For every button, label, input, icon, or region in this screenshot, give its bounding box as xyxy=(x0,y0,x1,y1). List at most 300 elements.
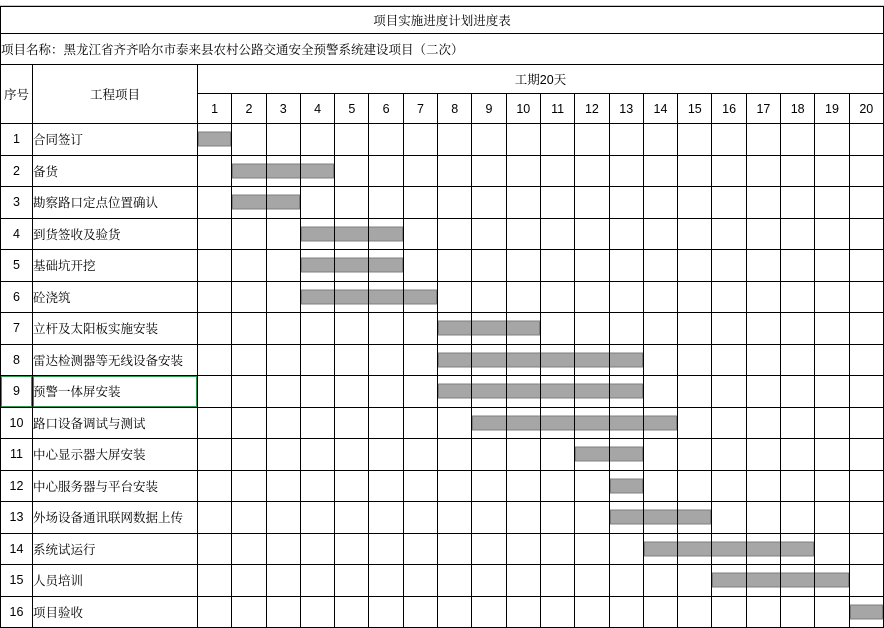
gantt-cell xyxy=(540,155,574,187)
gantt-bar-segment xyxy=(301,163,334,178)
gantt-cell xyxy=(335,565,369,597)
gantt-cell xyxy=(266,407,300,439)
gantt-cell xyxy=(300,187,334,219)
gantt-bar-segment xyxy=(472,321,505,336)
gantt-cell xyxy=(609,596,643,628)
gantt-cell xyxy=(678,218,712,250)
gantt-cell xyxy=(781,565,815,597)
gantt-cell xyxy=(746,281,780,313)
gantt-cell xyxy=(746,344,780,376)
gantt-cell xyxy=(849,187,883,219)
task-seq: 5 xyxy=(1,250,33,282)
gantt-bar-segment xyxy=(369,289,402,304)
gantt-cell xyxy=(609,344,643,376)
day-header-cell: 9 xyxy=(472,94,506,124)
project-name: 项目名称：黑龙江省齐齐哈尔市泰来县农村公路交通安全预警系统建设项目（二次） xyxy=(1,34,884,65)
gantt-bar-segment xyxy=(507,352,540,367)
gantt-cell xyxy=(403,250,437,282)
task-name: 立杆及太阳板实施安装 xyxy=(33,313,198,345)
gantt-cell xyxy=(575,596,609,628)
gantt-bar-segment xyxy=(438,384,471,399)
gantt-cell xyxy=(815,470,849,502)
gantt-cell xyxy=(815,344,849,376)
table-row[interactable] xyxy=(1,155,884,187)
gantt-cell xyxy=(540,470,574,502)
task-name: 雷达检测器等无线设备安装 xyxy=(33,344,198,376)
task-seq: 11 xyxy=(1,439,33,471)
gantt-cell xyxy=(575,376,609,408)
table-row[interactable] xyxy=(1,565,884,597)
header-item: 工程项目 xyxy=(33,65,198,124)
gantt-cell xyxy=(232,407,266,439)
gantt-cell xyxy=(266,281,300,313)
gantt-cell xyxy=(712,470,746,502)
task-name: 到货签收及验货 xyxy=(33,218,198,250)
gantt-cell xyxy=(232,187,266,219)
gantt-cell xyxy=(198,218,232,250)
gantt-cell xyxy=(746,407,780,439)
gantt-bar-segment xyxy=(335,289,368,304)
task-seq: 1 xyxy=(1,124,33,156)
day-header-cell: 5 xyxy=(335,94,369,124)
gantt-cell xyxy=(198,470,232,502)
gantt-cell xyxy=(575,313,609,345)
gantt-cell xyxy=(815,533,849,565)
gantt-cell xyxy=(746,439,780,471)
gantt-cell xyxy=(815,281,849,313)
gantt-cell xyxy=(198,407,232,439)
gantt-cell xyxy=(849,439,883,471)
gantt-cell xyxy=(540,313,574,345)
gantt-cell xyxy=(575,407,609,439)
gantt-cell xyxy=(472,344,506,376)
gantt-cell xyxy=(609,407,643,439)
gantt-cell xyxy=(643,187,677,219)
task-rows xyxy=(1,124,884,628)
gantt-bar-segment xyxy=(267,163,300,178)
gantt-cell xyxy=(300,439,334,471)
gantt-cell xyxy=(472,533,506,565)
gantt-cell xyxy=(198,313,232,345)
day-header-cell: 11 xyxy=(540,94,574,124)
day-header-cell: 1 xyxy=(198,94,232,124)
gantt-cell xyxy=(609,470,643,502)
table-row[interactable] xyxy=(1,439,884,471)
gantt-bar-segment xyxy=(472,384,505,399)
gantt-cell xyxy=(369,218,403,250)
page-title: 项目实施进度计划进度表 xyxy=(1,7,884,34)
gantt-cell xyxy=(335,187,369,219)
gantt-cell xyxy=(815,502,849,534)
gantt-bar-segment xyxy=(438,321,471,336)
gantt-cell xyxy=(849,124,883,156)
table-row[interactable] xyxy=(1,502,884,534)
gantt-cell xyxy=(198,439,232,471)
gantt-cell xyxy=(266,596,300,628)
gantt-bar-segment xyxy=(850,604,883,619)
gantt-cell xyxy=(506,533,540,565)
task-seq: 9 xyxy=(1,376,33,408)
gantt-cell xyxy=(472,187,506,219)
gantt-cell xyxy=(575,502,609,534)
gantt-cell xyxy=(232,250,266,282)
gantt-cell xyxy=(300,124,334,156)
project-row xyxy=(1,34,884,65)
task-name: 砼浇筑 xyxy=(33,281,198,313)
gantt-cell xyxy=(678,533,712,565)
gantt-bar-segment xyxy=(301,258,334,273)
day-header-cell: 17 xyxy=(746,94,780,124)
task-seq: 15 xyxy=(1,565,33,597)
gantt-cell xyxy=(335,596,369,628)
table-row[interactable] xyxy=(1,187,884,219)
gantt-cell xyxy=(472,250,506,282)
task-seq: 12 xyxy=(1,470,33,502)
gantt-bar-segment xyxy=(644,510,677,525)
gantt-cell xyxy=(232,218,266,250)
gantt-cell xyxy=(369,502,403,534)
task-seq: 14 xyxy=(1,533,33,565)
gantt-cell xyxy=(506,155,540,187)
gantt-cell xyxy=(438,124,472,156)
gantt-cell xyxy=(335,344,369,376)
gantt-bar-segment xyxy=(575,384,608,399)
gantt-bar-segment xyxy=(198,132,231,147)
table-row[interactable] xyxy=(1,218,884,250)
gantt-cell xyxy=(506,124,540,156)
task-name: 基础坑开挖 xyxy=(33,250,198,282)
task-seq: 10 xyxy=(1,407,33,439)
gantt-cell xyxy=(712,502,746,534)
gantt-cell xyxy=(335,218,369,250)
gantt-cell xyxy=(403,407,437,439)
task-seq: 8 xyxy=(1,344,33,376)
title-row xyxy=(1,7,884,34)
gantt-cell xyxy=(575,470,609,502)
gantt-cell xyxy=(403,439,437,471)
gantt-cell xyxy=(540,376,574,408)
gantt-cell xyxy=(300,313,334,345)
task-seq: 7 xyxy=(1,313,33,345)
gantt-bar-segment xyxy=(232,163,265,178)
gantt-bar-segment xyxy=(335,226,368,241)
gantt-cell xyxy=(540,187,574,219)
gantt-cell xyxy=(403,187,437,219)
gantt-cell xyxy=(369,533,403,565)
gantt-cell xyxy=(438,533,472,565)
gantt-cell xyxy=(712,565,746,597)
gantt-bar-segment xyxy=(541,352,574,367)
gantt-cell xyxy=(575,155,609,187)
gantt-cell xyxy=(472,124,506,156)
gantt-bar-segment xyxy=(472,352,505,367)
task-name: 项目验收 xyxy=(33,596,198,628)
table-row[interactable] xyxy=(1,407,884,439)
day-header-cell: 14 xyxy=(643,94,677,124)
gantt-cell xyxy=(403,502,437,534)
gantt-cell xyxy=(472,565,506,597)
gantt-cell xyxy=(712,344,746,376)
gantt-cell xyxy=(609,281,643,313)
gantt-cell xyxy=(849,376,883,408)
header-seq: 序号 xyxy=(1,65,33,124)
gantt-cell xyxy=(472,155,506,187)
gantt-cell xyxy=(335,313,369,345)
gantt-cell xyxy=(300,155,334,187)
gantt-cell xyxy=(678,281,712,313)
gantt-cell xyxy=(438,439,472,471)
gantt-cell xyxy=(540,565,574,597)
gantt-cell xyxy=(678,470,712,502)
gantt-cell xyxy=(232,313,266,345)
gantt-cell xyxy=(781,344,815,376)
gantt-cell xyxy=(403,533,437,565)
gantt-cell xyxy=(438,218,472,250)
gantt-cell xyxy=(403,218,437,250)
gantt-cell xyxy=(232,470,266,502)
table-row[interactable] xyxy=(1,281,884,313)
gantt-cell xyxy=(678,155,712,187)
gantt-cell xyxy=(609,187,643,219)
gantt-bar-segment xyxy=(575,447,608,462)
gantt-cell xyxy=(300,533,334,565)
task-seq: 13 xyxy=(1,502,33,534)
gantt-cell xyxy=(300,470,334,502)
gantt-cell xyxy=(232,596,266,628)
gantt-cell xyxy=(369,187,403,219)
gantt-cell xyxy=(472,439,506,471)
day-header-cell: 18 xyxy=(781,94,815,124)
gantt-cell xyxy=(369,565,403,597)
day-header-cell: 8 xyxy=(438,94,472,124)
task-name: 勘察路口定点位置确认 xyxy=(33,187,198,219)
gantt-cell xyxy=(815,439,849,471)
gantt-bar-segment xyxy=(301,289,334,304)
gantt-cell xyxy=(575,344,609,376)
gantt-cell xyxy=(438,502,472,534)
gantt-cell xyxy=(438,155,472,187)
table-row[interactable] xyxy=(1,596,884,628)
gantt-cell xyxy=(643,344,677,376)
gantt-bar-segment xyxy=(678,510,711,525)
task-seq: 6 xyxy=(1,281,33,313)
gantt-bar-segment xyxy=(438,352,471,367)
gantt-bar-segment xyxy=(507,384,540,399)
gantt-cell xyxy=(266,344,300,376)
day-header-cell: 20 xyxy=(849,94,883,124)
gantt-cell xyxy=(643,281,677,313)
gantt-cell xyxy=(815,187,849,219)
gantt-cell xyxy=(506,439,540,471)
gantt-cell xyxy=(575,281,609,313)
gantt-cell xyxy=(678,187,712,219)
gantt-cell xyxy=(369,407,403,439)
gantt-cell xyxy=(403,313,437,345)
gantt-cell xyxy=(712,250,746,282)
gantt-cell xyxy=(335,376,369,408)
task-name: 中心服务器与平台安装 xyxy=(33,470,198,502)
task-name: 预警一体屏安装 xyxy=(33,376,198,408)
gantt-cell xyxy=(712,407,746,439)
gantt-cell xyxy=(609,313,643,345)
gantt-cell xyxy=(232,502,266,534)
table-row[interactable] xyxy=(1,470,884,502)
gantt-cell xyxy=(232,124,266,156)
gantt-cell xyxy=(438,596,472,628)
gantt-cell xyxy=(472,313,506,345)
gantt-cell xyxy=(781,376,815,408)
gantt-cell xyxy=(609,565,643,597)
gantt-cell xyxy=(609,439,643,471)
gantt-cell xyxy=(266,313,300,345)
gantt-bar-segment xyxy=(369,258,402,273)
gantt-cell xyxy=(643,470,677,502)
gantt-bar-segment xyxy=(267,195,300,210)
gantt-cell xyxy=(781,250,815,282)
gantt-cell xyxy=(335,533,369,565)
gantt-cell xyxy=(815,565,849,597)
gantt-cell xyxy=(369,155,403,187)
gantt-cell xyxy=(300,376,334,408)
gantt-cell xyxy=(781,502,815,534)
gantt-cell xyxy=(369,281,403,313)
task-name: 外场设备通讯联网数据上传 xyxy=(33,502,198,534)
gantt-cell xyxy=(575,187,609,219)
gantt-cell xyxy=(609,218,643,250)
gantt-bar-segment xyxy=(575,415,608,430)
gantt-cell xyxy=(335,124,369,156)
gantt-cell xyxy=(506,281,540,313)
gantt-cell xyxy=(369,124,403,156)
table-row[interactable] xyxy=(1,376,884,408)
gantt-table xyxy=(0,6,884,628)
day-header-cell: 19 xyxy=(815,94,849,124)
gantt-cell xyxy=(746,502,780,534)
gantt-bar-segment xyxy=(232,195,265,210)
gantt-cell xyxy=(575,124,609,156)
gantt-bar-segment xyxy=(335,258,368,273)
gantt-bar-segment xyxy=(610,447,643,462)
gantt-cell xyxy=(643,250,677,282)
gantt-cell xyxy=(335,439,369,471)
header-duration: 工期20天 xyxy=(198,65,884,94)
gantt-cell xyxy=(781,470,815,502)
day-header-cell: 4 xyxy=(300,94,334,124)
table-row[interactable] xyxy=(1,344,884,376)
gantt-cell xyxy=(438,565,472,597)
gantt-cell xyxy=(300,281,334,313)
gantt-cell xyxy=(369,344,403,376)
gantt-cell xyxy=(403,124,437,156)
gantt-cell xyxy=(643,533,677,565)
task-name: 路口设备调试与测试 xyxy=(33,407,198,439)
gantt-cell xyxy=(643,155,677,187)
table-row[interactable] xyxy=(1,313,884,345)
gantt-cell xyxy=(609,502,643,534)
gantt-bar-segment xyxy=(610,478,643,493)
day-header-cell: 2 xyxy=(232,94,266,124)
gantt-cell xyxy=(438,470,472,502)
table-row[interactable] xyxy=(1,533,884,565)
gantt-cell xyxy=(198,155,232,187)
gantt-cell xyxy=(506,407,540,439)
gantt-cell xyxy=(335,502,369,534)
gantt-cell xyxy=(540,344,574,376)
gantt-cell xyxy=(781,281,815,313)
gantt-cell xyxy=(678,376,712,408)
gantt-cell xyxy=(849,533,883,565)
gantt-cell xyxy=(609,124,643,156)
gantt-cell xyxy=(678,565,712,597)
gantt-bar-segment xyxy=(678,541,711,556)
gantt-cell xyxy=(678,250,712,282)
gantt-cell xyxy=(300,407,334,439)
gantt-cell xyxy=(815,596,849,628)
gantt-cell xyxy=(369,470,403,502)
gantt-cell xyxy=(540,439,574,471)
gantt-cell xyxy=(369,596,403,628)
task-seq: 16 xyxy=(1,596,33,628)
gantt-cell xyxy=(232,565,266,597)
table-row[interactable] xyxy=(1,250,884,282)
gantt-cell xyxy=(678,439,712,471)
gantt-bar-segment xyxy=(541,415,574,430)
gantt-cell xyxy=(815,218,849,250)
gantt-cell xyxy=(403,596,437,628)
gantt-cell xyxy=(575,439,609,471)
gantt-cell xyxy=(198,502,232,534)
gantt-cell xyxy=(746,187,780,219)
gantt-cell xyxy=(540,124,574,156)
gantt-cell xyxy=(506,470,540,502)
gantt-cell xyxy=(609,533,643,565)
gantt-cell xyxy=(849,470,883,502)
gantt-cell xyxy=(369,313,403,345)
gantt-cell xyxy=(438,250,472,282)
task-name: 合同签订 xyxy=(33,124,198,156)
day-header-cell: 15 xyxy=(678,94,712,124)
gantt-cell xyxy=(746,376,780,408)
gantt-cell xyxy=(198,187,232,219)
gantt-cell xyxy=(781,533,815,565)
gantt-cell xyxy=(232,281,266,313)
day-header-cell: 7 xyxy=(403,94,437,124)
gantt-cell xyxy=(746,596,780,628)
table-row[interactable] xyxy=(1,124,884,156)
gantt-cell xyxy=(678,502,712,534)
gantt-cell xyxy=(609,155,643,187)
gantt-bar-segment xyxy=(712,573,745,588)
gantt-cell xyxy=(712,155,746,187)
gantt-cell xyxy=(472,376,506,408)
gantt-cell xyxy=(609,250,643,282)
gantt-cell xyxy=(438,407,472,439)
gantt-cell xyxy=(266,502,300,534)
gantt-cell xyxy=(849,565,883,597)
gantt-bar-segment xyxy=(644,415,677,430)
gantt-cell xyxy=(472,407,506,439)
gantt-cell xyxy=(643,439,677,471)
gantt-cell xyxy=(198,533,232,565)
gantt-cell xyxy=(438,187,472,219)
gantt-bar-segment xyxy=(815,573,848,588)
gantt-cell xyxy=(540,533,574,565)
gantt-bar-segment xyxy=(644,541,677,556)
day-header-cell: 3 xyxy=(266,94,300,124)
gantt-bar-segment xyxy=(781,573,814,588)
gantt-cell xyxy=(472,218,506,250)
gantt-bar-segment xyxy=(369,226,402,241)
